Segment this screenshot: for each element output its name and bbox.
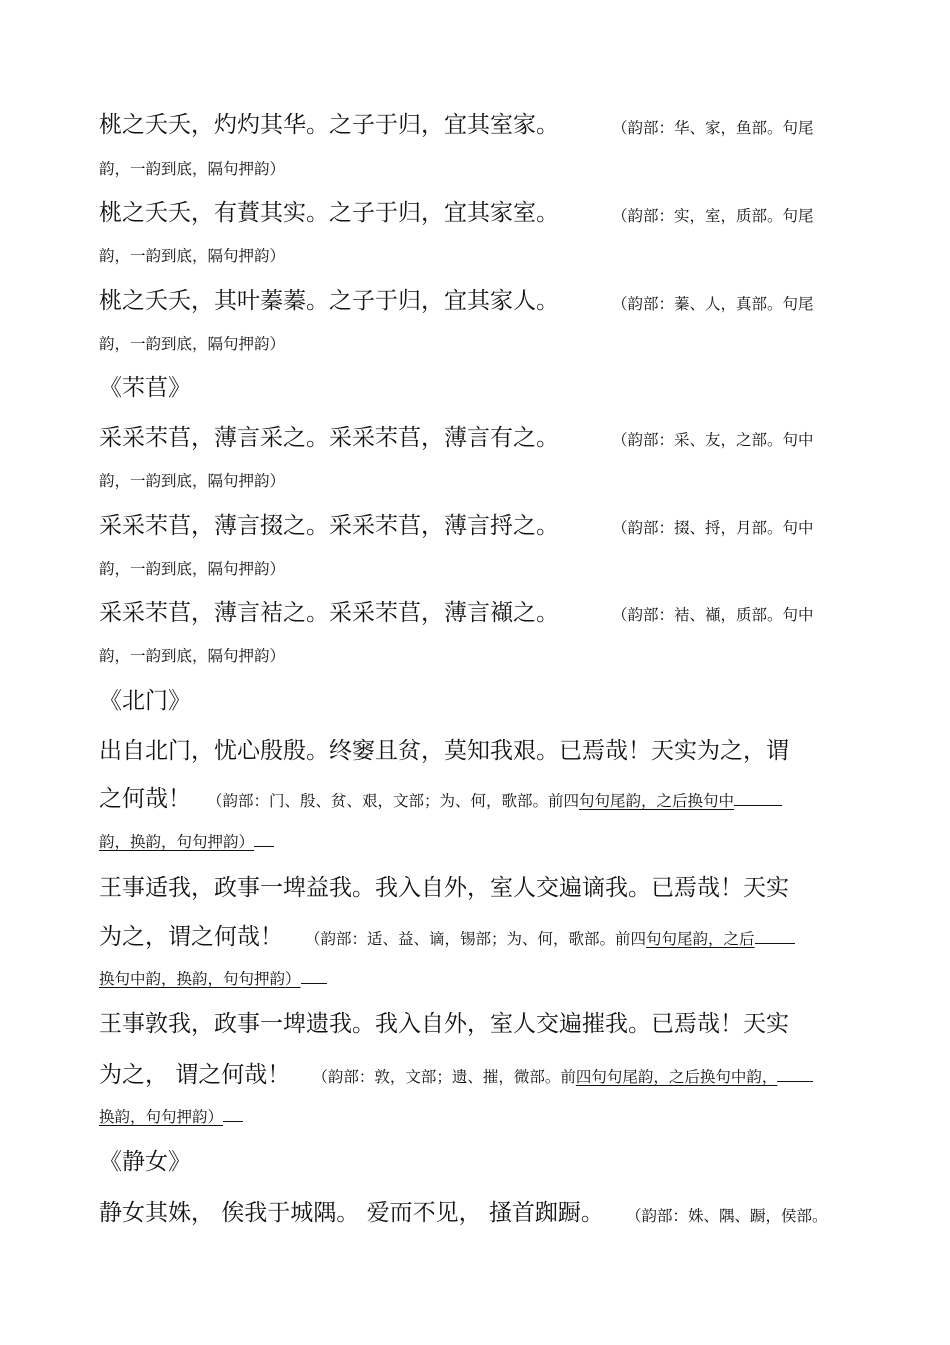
rhyme-note: （韵部：掇、捋，月部。句中 — [612, 519, 814, 537]
rhyme-note-continued: 韵，一韵到底，隔句押韵） — [99, 160, 286, 178]
underline-fill — [755, 929, 795, 944]
rhyme-note: （韵部：华、家，鱼部。句尾 — [612, 119, 814, 137]
poem-line: 桃之夭夭，其叶蓁蓁。之子于归，宜其家人。 — [99, 288, 559, 314]
poem-line: 采采芣苢，薄言采之。采采芣苢，薄言有之。 — [99, 425, 559, 451]
rhyme-note-continued: 韵，一韵到底，隔句押韵） — [99, 560, 286, 578]
rhyme-note: （韵部：袺、襭，质部。句中 — [612, 606, 814, 624]
poem-line: 王事适我，政事一埤益我。我入自外，室人交遍谪我。已焉哉！天实 — [99, 875, 789, 901]
rhyme-note: （韵部：姝、隅、蹰，侯部。 — [626, 1207, 828, 1225]
poem-line-end: 为之， 谓之何哉！ — [99, 1062, 291, 1088]
poem-line: 采采芣苢，薄言袺之。采采芣苢，薄言襭之。 — [99, 600, 559, 626]
poem-title: 《芣苢》 — [99, 375, 191, 401]
underline-fill — [734, 791, 782, 806]
poem-line: 静女其姝， 俟我于城隅。 爱而不见， 搔首踟蹰。 — [99, 1200, 604, 1226]
rhyme-note: （韵部：敦，文部；遗、摧，微部。前 — [312, 1068, 576, 1086]
underline-fill — [254, 832, 274, 847]
rhyme-note-underlined: 四句句尾韵，之后换句中韵， — [575, 1068, 778, 1086]
rhyme-note-continued: 韵，一韵到底，隔句押韵） — [99, 247, 286, 265]
rhyme-note-underlined: 韵，换韵，句句押韵） — [99, 833, 255, 851]
underline-fill — [777, 1067, 813, 1082]
poem-line-with-note — [99, 922, 795, 952]
rhyme-note-underlined: 换韵，句句押韵） — [99, 1108, 224, 1126]
rhyme-note: （韵部：实，室，质部。句尾 — [612, 207, 814, 225]
poem-line-with-note — [99, 1060, 813, 1090]
poem-line-end: 为之，谓之何哉！ — [99, 924, 283, 950]
rhyme-note: （韵部：采、友，之部。句中 — [612, 431, 814, 449]
poem-line: 桃之夭夭，灼灼其华。之子于归，宜其室家。 — [99, 112, 559, 138]
poem-line: 采采芣苢，薄言掇之。采采芣苢，薄言捋之。 — [99, 513, 559, 539]
poem-line-end: 之何哉！ — [99, 786, 191, 812]
rhyme-note-continued — [99, 831, 274, 853]
rhyme-note-continued: 韵，一韵到底，隔句押韵） — [99, 335, 286, 353]
poem-title: 《静女》 — [99, 1149, 191, 1175]
rhyme-note-continued: 韵，一韵到底，隔句押韵） — [99, 472, 286, 490]
rhyme-note-continued — [99, 968, 327, 990]
rhyme-note-continued: 韵，一韵到底，隔句押韵） — [99, 647, 286, 665]
poem-line: 王事敦我，政事一埤遗我。我入自外，室人交遍摧我。已焉哉！天实 — [99, 1011, 789, 1037]
rhyme-note: （韵部：蓁、人，真部。句尾 — [612, 295, 814, 313]
poem-line-with-note — [99, 784, 782, 814]
rhyme-note-underlined: 句句尾韵，之后 — [646, 930, 755, 948]
poem-line: 出自北门，忧心殷殷。终窭且贫，莫知我艰。已焉哉！天实为之，谓 — [99, 738, 789, 764]
rhyme-note-continued — [99, 1106, 243, 1128]
rhyme-note: （韵部：适、益、谪，锡部；为、何，歌部。前四 — [305, 930, 647, 948]
poem-line: 桃之夭夭，有蕡其实。之子于归，宜其家室。 — [99, 200, 559, 226]
rhyme-note: （韵部：门、殷、贫、艰，文部；为、何，歌部。前四 — [207, 792, 580, 810]
rhyme-note-underlined: 句句尾韵，之后换句中 — [579, 792, 735, 810]
underline-fill — [223, 1107, 243, 1122]
rhyme-note-underlined: 换句中韵，换韵，句句押韵） — [99, 970, 301, 988]
underline-fill — [301, 969, 327, 984]
poem-title: 《北门》 — [99, 688, 191, 714]
